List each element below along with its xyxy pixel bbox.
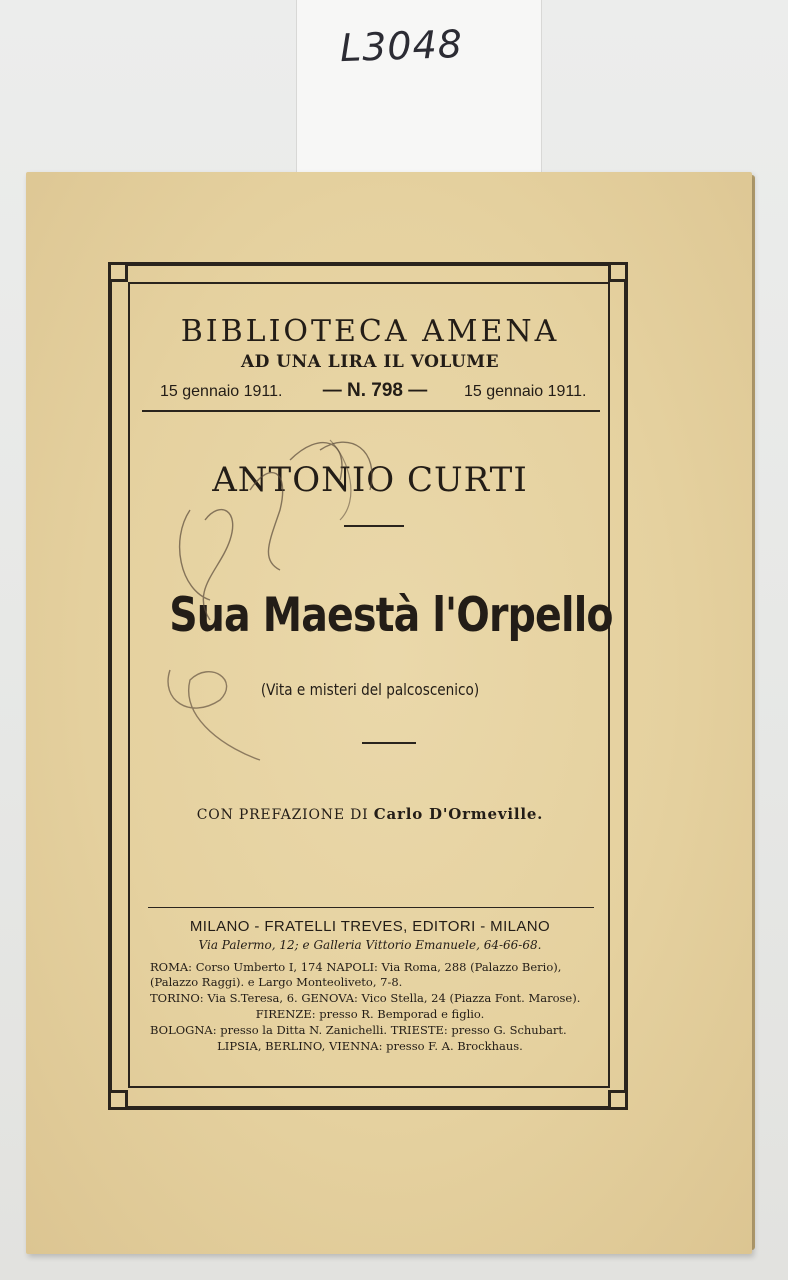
inventory-tag-label: L3048	[339, 21, 464, 71]
frame-corner-ornament	[608, 1090, 628, 1110]
series-title: BIBLIOTECA AMENA	[180, 314, 560, 349]
publisher-branch-line: FIRENZE: presso R. Bemporad e figlio.	[255, 1007, 485, 1021]
ornamental-rule	[362, 742, 416, 744]
publisher-branch-line: ROMA: Corso Umberto I, 174 NAPOLI: Via Roma, 288 (Palazzo Berio),	[150, 960, 562, 974]
issue-date-right: 15 gennaio 1911.	[464, 383, 587, 400]
frame-corner-ornament	[108, 1090, 128, 1110]
header-divider	[142, 410, 600, 412]
book-subtitle: (Vita e misteri del palcoscenico)	[260, 680, 480, 699]
book-title: Sua Maestà l'Orpello	[169, 588, 613, 643]
ornamental-rule	[344, 525, 404, 527]
preface-prefix: CON PREFAZIONE DI	[196, 807, 369, 823]
series-subtitle: AD UNA LIRA IL VOLUME	[240, 352, 500, 372]
publisher-branch-line: TORINO: Via S.Teresa, 6. GENOVA: Vico Stella, 24 (Piazza Font. Marose).	[150, 991, 581, 1005]
volume-number: — N. 798 —	[322, 380, 428, 401]
preface-author: Carlo D'Ormeville.	[373, 805, 544, 823]
publisher-address: Via Palermo, 12; e Galleria Vittorio Emanuele, 64-66-68.	[198, 938, 542, 952]
preface-credit	[140, 805, 600, 823]
frame-corner-ornament	[108, 262, 128, 282]
publisher-branch-line: BOLOGNA: presso la Ditta N. Zanichelli. TRIESTE: presso G. Schubart.	[150, 1023, 567, 1037]
publisher-branch-line: (Palazzo Raggi). e Largo Monteoliveto, 7-8.	[150, 975, 403, 989]
publisher-name: MILANO - FRATELLI TREVES, EDITORI - MILANO	[189, 918, 551, 935]
author-name: ANTONIO CURTI	[212, 460, 528, 500]
publisher-branch-line: LIPSIA, BERLINO, VIENNA: presso F. A. Brockhaus.	[217, 1039, 523, 1053]
frame-corner-ornament	[608, 262, 628, 282]
publisher-divider	[148, 907, 594, 908]
issue-date-left: 15 gennaio 1911.	[160, 383, 283, 400]
